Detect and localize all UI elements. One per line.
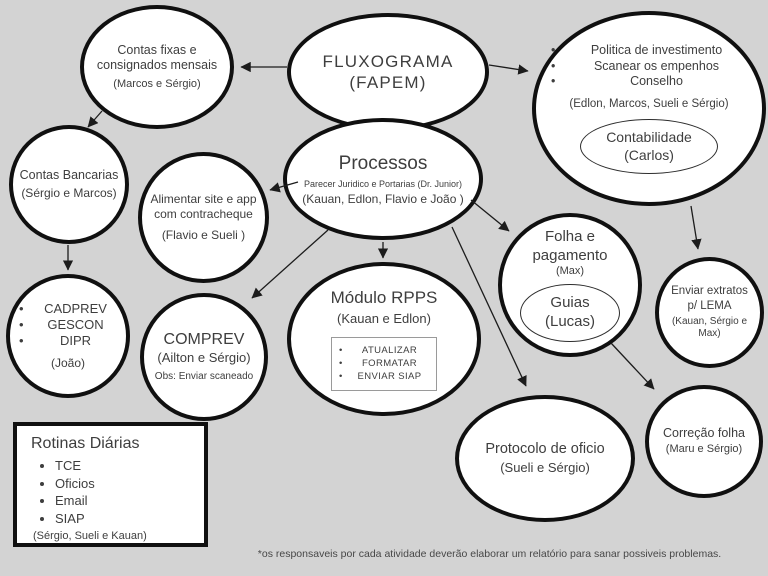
node-title-line: Enviar extratos <box>671 285 748 298</box>
node-title-line: Processos <box>338 152 428 174</box>
node-enviar-extratos <box>655 257 764 368</box>
bullet-dot: • <box>339 371 343 383</box>
list-item-label: Scanear os empenhos <box>593 58 720 73</box>
node-title-line: p/ LEMA <box>687 299 732 312</box>
node-protocolo-oficio <box>455 395 635 522</box>
bullet-list <box>551 43 747 90</box>
node-people: (Edlon, Marcos, Sueli e Sérgio) <box>569 97 729 110</box>
node-contas-fixas <box>80 5 234 129</box>
node-title-line: consignados mensais <box>96 58 218 73</box>
node-people: (Kauan, Edlon, Flavio e João ) <box>302 191 464 206</box>
node-title-line: COMPREV <box>163 331 245 349</box>
bullet-dot: • <box>339 358 343 370</box>
bullet-dot: • <box>19 300 24 316</box>
node-guias <box>520 284 620 342</box>
node-subtitle: Parecer Juridico e Portarias (Dr. Junior) <box>303 179 463 190</box>
bullet-list <box>31 457 95 527</box>
node-folha-pagamento <box>498 213 642 357</box>
list-item-label: ENVIAR SIAP <box>357 371 422 383</box>
node-title-line: Contas Bancarias <box>19 168 119 183</box>
arrow-contas-fixas-to-contas-bancarias <box>88 111 102 127</box>
node-modulo-rpps <box>287 262 481 416</box>
list-item <box>339 357 427 370</box>
footnote: *os responsaveis por cada atividade deverão elaborar um relatório para sanar possiveis problemas. <box>257 548 722 560</box>
arrow-politica-to-enviar-extratos <box>691 206 698 249</box>
node-people: (Sérgio e Marcos) <box>21 185 117 200</box>
node-people: (Maru e Sérgio) <box>665 442 743 455</box>
list-item: • SIAP <box>55 510 95 528</box>
tasks-box <box>331 337 437 391</box>
node-people: (Lucas) <box>544 313 596 331</box>
node-fluxograma <box>287 13 489 131</box>
bullet-list <box>19 301 117 350</box>
node-cadprev <box>6 274 130 398</box>
list-item: • Oficios <box>55 475 95 493</box>
node-contas-bancarias <box>9 125 129 244</box>
node-contabilidade <box>580 119 718 174</box>
list-item: • TCE <box>55 457 95 475</box>
list-item <box>551 43 747 59</box>
list-item <box>19 301 117 317</box>
node-people: (Kauan, Sérgio e Max) <box>671 315 748 340</box>
arrow-fluxograma-to-politica <box>489 65 528 71</box>
list-item <box>19 333 117 349</box>
list-item: • Email <box>55 492 95 510</box>
node-people: (Carlos) <box>624 146 674 163</box>
bullet-dot: • <box>19 316 24 332</box>
node-people: (João) <box>50 356 85 371</box>
list-item-label: FORMATAR <box>361 358 418 370</box>
node-comprev <box>140 293 268 421</box>
node-title-line: com contracheque <box>154 207 253 221</box>
node-people: (Ailton e Sérgio) <box>157 350 251 366</box>
bullet-dot: • <box>19 333 24 349</box>
node-people: (Sérgio, Sueli e Kauan) <box>33 530 147 543</box>
node-correcao-folha <box>645 385 763 498</box>
node-people: (Sueli e Sérgio) <box>500 460 590 476</box>
list-item <box>339 344 427 357</box>
node-title-line: Protocolo de oficio <box>485 441 605 458</box>
list-item-label: GESCON <box>47 316 104 332</box>
node-alimentar-site <box>138 152 269 283</box>
bullet-dot: • <box>551 58 556 73</box>
node-politica-investimento <box>532 11 766 206</box>
node-title-line: pagamento <box>532 246 608 264</box>
node-people: (Marcos e Sérgio) <box>113 77 201 90</box>
list-item <box>19 317 117 333</box>
node-note: Obs: Enviar scaneado <box>154 371 254 383</box>
node-people: (Flavio e Sueli ) <box>161 228 246 242</box>
arrow-processos-to-folha <box>471 200 509 231</box>
arrow-folha-to-correcao <box>611 343 654 389</box>
list-item-label: ATUALIZAR <box>361 344 418 356</box>
node-title-line: Rotinas Diárias <box>31 435 140 452</box>
node-processos <box>283 118 483 240</box>
node-people: (Max) <box>555 265 585 278</box>
list-item <box>551 59 747 75</box>
node-title-line: Contabilidade <box>606 129 692 146</box>
list-item-label: CADPREV <box>44 300 107 316</box>
list-item-label: Politica de investimento <box>590 42 723 57</box>
list-item-label: Conselho <box>630 74 683 89</box>
node-title-line: Folha e <box>544 227 596 245</box>
list-item <box>551 74 747 90</box>
node-title-line: Contas fixas e <box>117 42 197 57</box>
node-rotinas-diarias <box>13 422 208 547</box>
node-title-line: (FAPEM) <box>349 73 427 92</box>
bullet-dot: • <box>551 42 556 57</box>
node-title-line: Módulo RPPS <box>330 288 438 308</box>
bullet-dot: • <box>339 344 343 356</box>
node-people: (Kauan e Edlon) <box>337 310 431 326</box>
node-title-line: FLUXOGRAMA <box>322 51 454 71</box>
bullet-dot: • <box>551 74 556 89</box>
node-title-line: Alimentar site e app <box>150 192 257 206</box>
list-item <box>339 370 427 383</box>
list-item-label: DIPR <box>59 333 92 349</box>
node-title-line: Guias <box>550 294 590 312</box>
node-title-line: Correção folha <box>663 426 745 441</box>
